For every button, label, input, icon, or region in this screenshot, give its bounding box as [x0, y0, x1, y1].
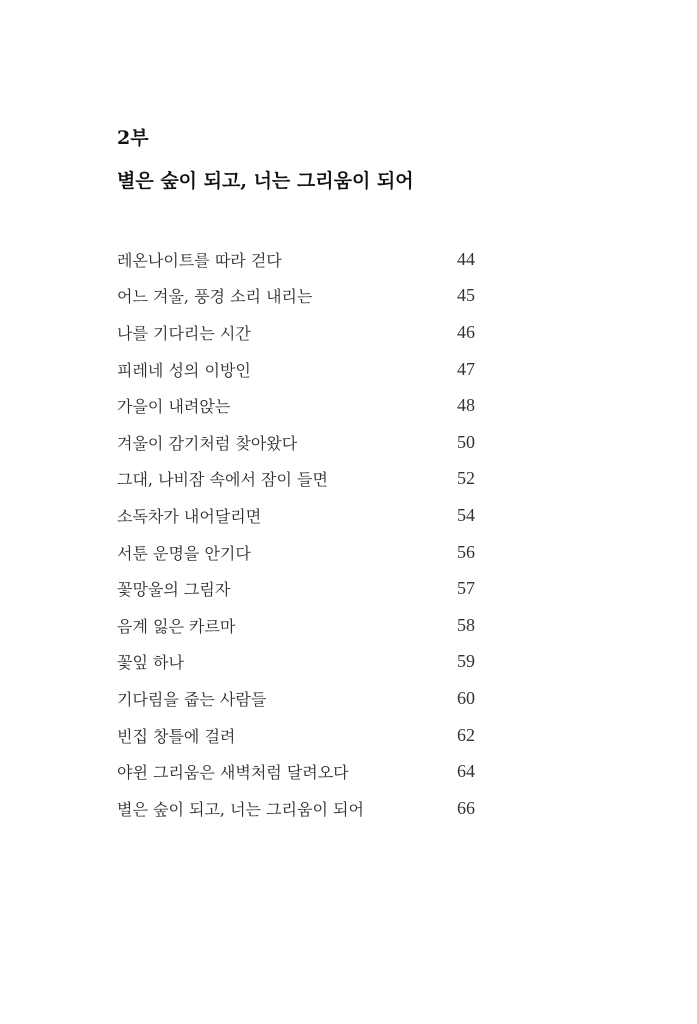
toc-entry [117, 497, 475, 534]
toc-entry-title: 소독차가 내어달리면 [117, 506, 262, 526]
toc-entry-title: 나를 기다리는 시간 [117, 323, 251, 343]
toc-entry-page: 62 [457, 724, 475, 745]
toc-entry [117, 461, 475, 498]
toc-entry-title: 기다림을 줍는 사람들 [117, 689, 267, 709]
toc-entry [117, 607, 475, 644]
toc-entry-page: 52 [457, 468, 475, 489]
toc-entry [117, 351, 475, 388]
toc-entry [117, 387, 475, 424]
toc-entry-page: 50 [457, 431, 475, 452]
toc-entry-page: 57 [457, 578, 475, 599]
toc-entry-title: 별은 숲이 되고, 너는 그리움이 되어 [117, 799, 364, 819]
toc-entry-page: 66 [457, 797, 475, 818]
toc-entry [117, 241, 475, 278]
toc-entry-page: 46 [457, 321, 475, 342]
toc-entry [117, 680, 475, 717]
toc-entry-page: 56 [457, 541, 475, 562]
toc-entry-page: 60 [457, 687, 475, 708]
toc-entry [117, 424, 475, 461]
part-title: 별은 숲이 되고, 너는 그리움이 되어 [117, 170, 414, 192]
toc-entry [117, 570, 475, 607]
toc-entry-title: 레온나이트를 따라 걷다 [117, 250, 282, 270]
toc-entry-title: 가을이 내려앉는 [117, 397, 231, 417]
toc-entry-page: 54 [457, 504, 475, 525]
toc-entry-title: 꽃망울의 그림자 [117, 580, 231, 600]
toc-entry-page: 45 [457, 285, 475, 306]
part-label: 2부 [117, 127, 149, 149]
toc-entry-title: 피레네 성의 이방인 [117, 360, 251, 380]
toc-entry [117, 314, 475, 351]
toc-entry-title: 서툰 운명을 안기다 [117, 543, 251, 563]
toc-entry-page: 64 [457, 761, 475, 782]
toc-entry [117, 753, 475, 790]
toc-entry [117, 644, 475, 681]
toc-entry [117, 534, 475, 571]
toc-entry-title: 음계 잃은 카르마 [117, 616, 236, 636]
toc-entry [117, 717, 475, 754]
toc-entry-title: 빈집 창틀에 걸려 [117, 726, 236, 746]
toc-entry-title: 꽃잎 하나 [117, 653, 184, 673]
table-of-contents [117, 241, 475, 827]
toc-entry-page: 58 [457, 614, 475, 635]
toc-entry-title: 겨울이 감기처럼 찾아왔다 [117, 433, 298, 453]
toc-entry-title: 어느 겨울, 풍경 소리 내리는 [117, 287, 313, 307]
toc-entry [117, 790, 475, 827]
toc-entry-title: 야윈 그리움은 새벽처럼 달려오다 [117, 763, 349, 783]
toc-entry-page: 48 [457, 395, 475, 416]
toc-entry-title: 그대, 나비잠 속에서 잠이 들면 [117, 470, 328, 490]
toc-entry-page: 59 [457, 651, 475, 672]
toc-entry [117, 278, 475, 315]
toc-entry-page: 44 [457, 248, 475, 269]
toc-entry-page: 47 [457, 358, 475, 379]
